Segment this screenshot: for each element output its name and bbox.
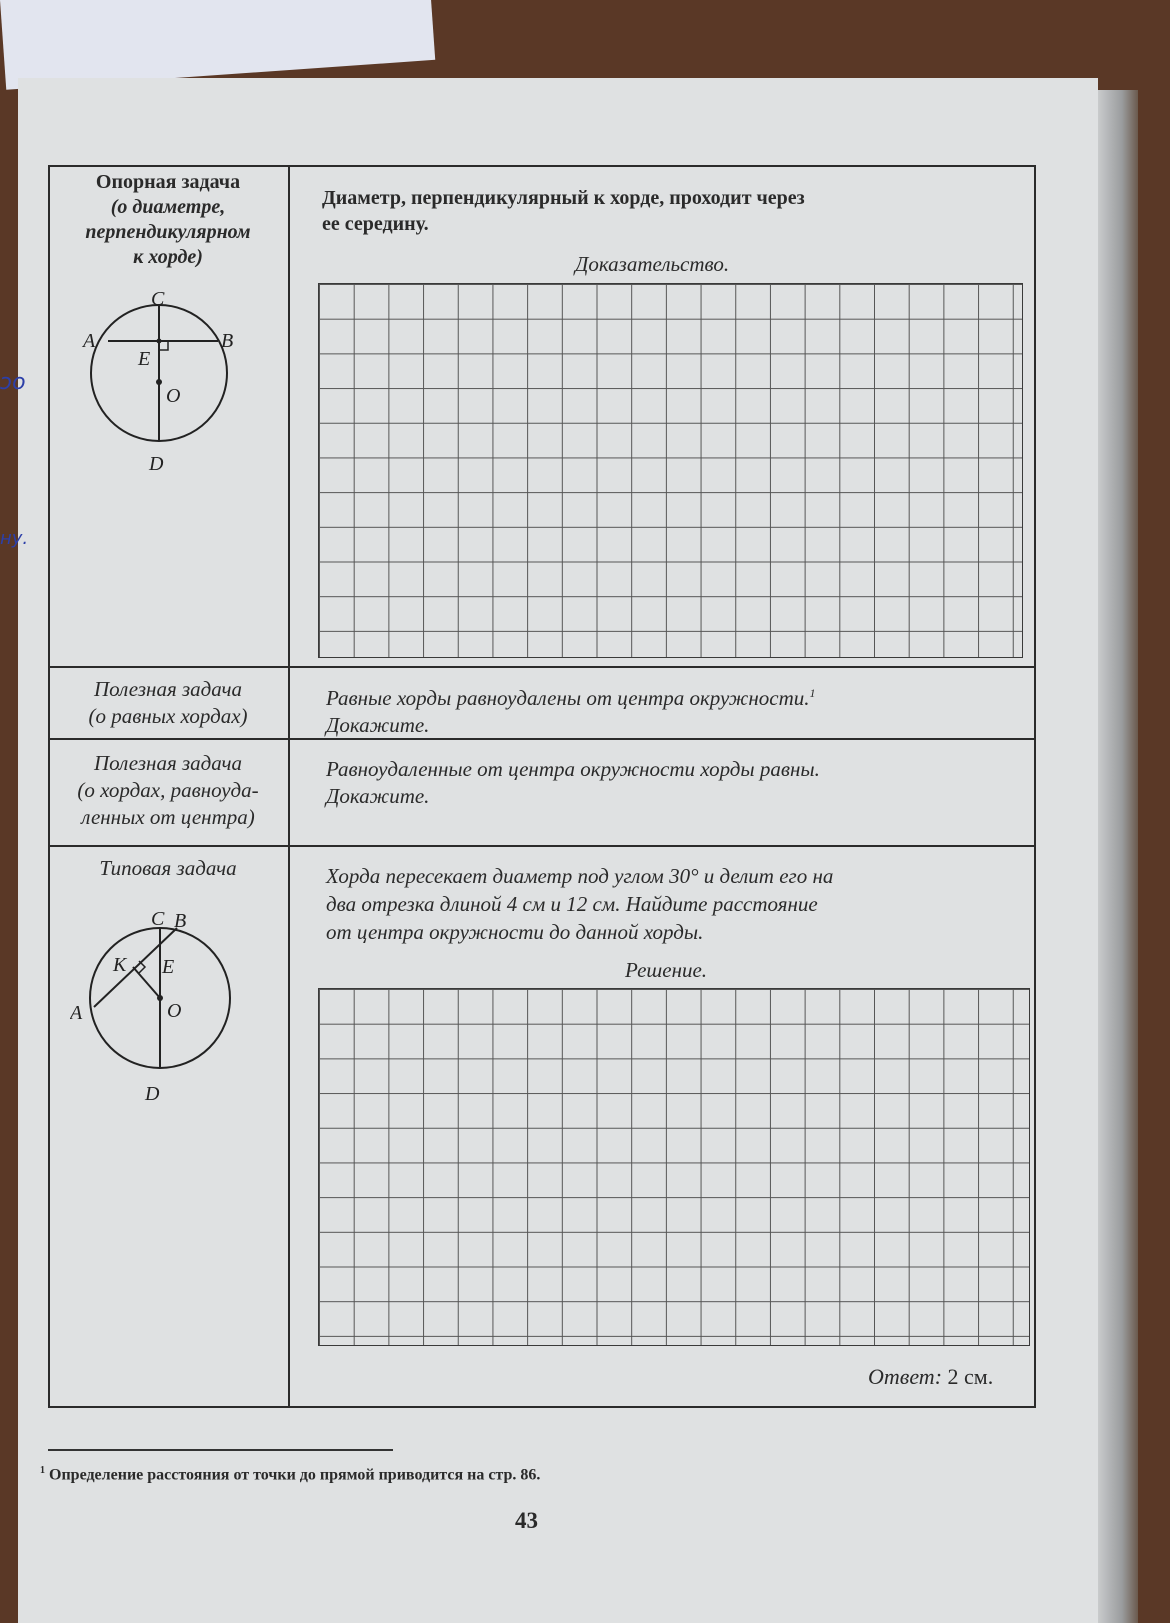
- footnote-rule: [48, 1449, 393, 1451]
- row4-statement-line2: два отрезка длиной 4 см и 12 см. Найдите расстояние: [326, 892, 818, 916]
- footnote-text: Определение расстояния от точки до прямой приводится на стр. 86.: [49, 1466, 541, 1484]
- footnote: [40, 1465, 540, 1484]
- row4-statement-line1: Хорда пересекает диаметр под углом 30° и делит его на: [326, 864, 834, 888]
- row1-statement-line1: Диаметр, перпендикулярный к хорде, проходит через: [322, 187, 805, 209]
- row3-task-topic-1: (о хордах, равноуда-: [77, 778, 259, 802]
- answer-label: Ответ:: [868, 1364, 943, 1389]
- label-c-2: C: [151, 908, 165, 930]
- row1-task-topic-2: перпендикулярном: [85, 221, 251, 243]
- label-k: K: [113, 954, 127, 976]
- footnote-mark: 1: [40, 1465, 45, 1476]
- row3-left-heading: [52, 750, 284, 831]
- proof-caption: Доказательство.: [575, 252, 730, 276]
- row3-statement-line2: Докажите.: [326, 784, 430, 808]
- label-e: E: [138, 348, 151, 370]
- label-b: B: [221, 330, 234, 352]
- answer: [868, 1364, 993, 1390]
- diagram-chord-angle: [70, 895, 270, 1105]
- solution-grid[interactable]: [318, 988, 1030, 1346]
- row1-statement: [322, 185, 1027, 237]
- proof-grid[interactable]: [318, 283, 1023, 658]
- label-o: O: [166, 385, 181, 407]
- margin-note-1: ɔo: [0, 370, 26, 395]
- row1-task-topic-3: к хорде): [133, 246, 203, 268]
- row2-left-heading: [52, 676, 284, 730]
- label-a: A: [83, 330, 96, 352]
- label-a-2: A: [70, 1002, 83, 1024]
- label-o-2: O: [167, 1000, 182, 1022]
- label-d: D: [149, 453, 164, 475]
- point-e: [157, 339, 162, 344]
- row1-task-type: Опорная задача: [95, 171, 241, 193]
- row3-statement: [326, 756, 820, 810]
- footnote-ref: 1: [809, 686, 816, 700]
- margin-note-2: ну.: [0, 528, 29, 549]
- point-o-2: [157, 995, 163, 1001]
- solution-caption: Решение.: [625, 958, 708, 982]
- row-divider-1: [48, 666, 1036, 668]
- row3-statement-line1: Равноудаленные от центра окружности хорды равны.: [326, 757, 820, 781]
- background-paper: [0, 0, 435, 90]
- row4-statement: [326, 862, 833, 946]
- row2-task-topic: (о равных хордах): [88, 704, 248, 728]
- row2-statement-line2: Докажите.: [326, 713, 430, 737]
- point-o: [156, 379, 162, 385]
- label-b-2: B: [174, 910, 187, 932]
- row3-task-type: Полезная задача: [93, 751, 243, 775]
- label-d-2: D: [145, 1083, 160, 1105]
- right-angle-mark-2: [139, 961, 145, 973]
- page-stack-edge: [1098, 90, 1138, 1623]
- row4-task-type: Типовая задача: [99, 856, 237, 880]
- row-divider-3: [48, 845, 1036, 847]
- diagram-chord-diameter: [60, 285, 290, 485]
- row3-task-topic-2: ленных от центра): [81, 805, 255, 829]
- row4-statement-line3: от центра окружности до данной хорды.: [326, 920, 704, 944]
- label-e-2: E: [162, 956, 175, 978]
- answer-value: 2 см.: [947, 1364, 994, 1389]
- row1-statement-line2: ее середину.: [322, 213, 429, 235]
- label-c: C: [151, 288, 165, 310]
- row2-statement: [326, 680, 815, 739]
- row2-statement-line1: Равные хорды равноудалены от центра окружности.: [326, 686, 810, 710]
- row2-task-type: Полезная задача: [93, 677, 243, 701]
- perpendicular-ok: [133, 967, 160, 998]
- row1-left-heading: [52, 170, 284, 270]
- row1-task-topic-1: (о диаметре,: [110, 196, 226, 218]
- page-number: 43: [515, 1508, 538, 1533]
